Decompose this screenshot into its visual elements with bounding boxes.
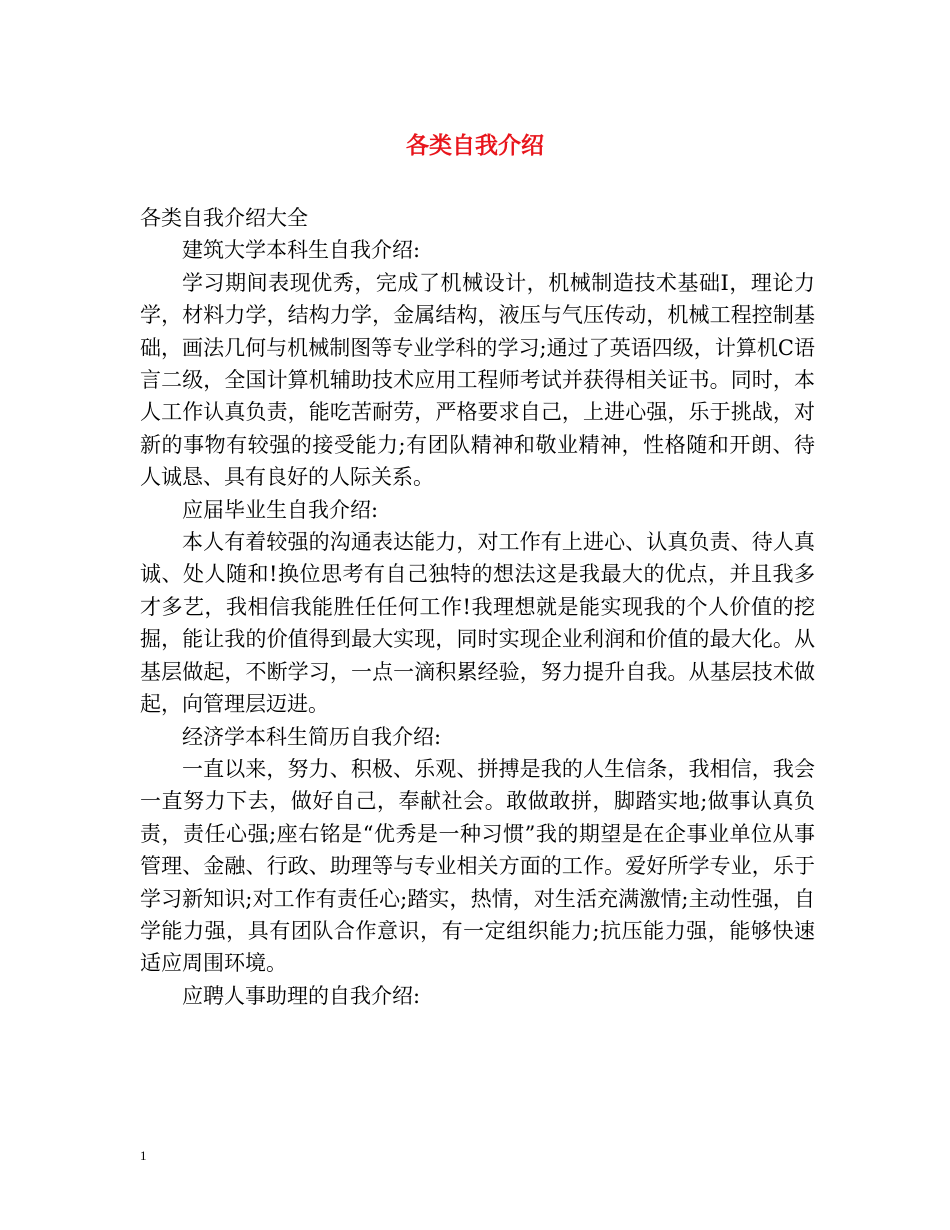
section-heading-hr-assistant: 应聘人事助理的自我介绍: bbox=[182, 983, 421, 1008]
section-heading-graduate: 应届毕业生自我介绍: bbox=[182, 497, 379, 522]
intro-heading: 各类自我介绍大全 bbox=[140, 206, 308, 230]
paragraph-graduate: 本人有着较强的沟通表达能力，对工作有上进心、认真负责、待人真诚、处人随和!换位思考有自己独特的想法这是我最大的优点，并且我多才多艺，我相信我能胜任任何工作!我理想就是能实现我的个人价值的挖掘，能让我的价值得到最大实现，同时实现企业利润和价值的最大化。从基层做起，不断学习，一点一滴积累经验，努力提升自我。从基层技术做起，向管理层迈进。 bbox=[140, 530, 815, 717]
paragraph-architecture-student: 学习期间表现优秀，完成了机械设计，机械制造技术基础Ⅰ，理论力学，材料力学，结构力学，金属结构，液压与气压传动，机械工程控制基础，画法几何与机械制图等专业学科的学习;通过了英语四级，计算机C语言二级，全国计算机辅助技术应用工程师考试并获得相关证书。同时，本人工作认真负责，能吃苦耐劳，严格要求自己，上进心强，乐于挑战，对新的事物有较强的接受能力;有团队精神和敬业精神，性格随和开朗、待人诚恳、具有良好的人际关系。 bbox=[140, 270, 815, 490]
document-title: 各类自我介绍 bbox=[406, 132, 544, 159]
document-body bbox=[140, 202, 815, 1012]
section-heading-economics-student: 经济学本科生简历自我介绍: bbox=[182, 724, 442, 749]
section-heading-architecture-student: 建筑大学本科生自我介绍: bbox=[182, 238, 421, 263]
page-number: 1 bbox=[140, 1148, 147, 1163]
paragraph-economics-student: 一直以来，努力、积极、乐观、拼搏是我的人生信条，我相信，我会一直努力下去，做好自己，奉献社会。敢做敢拼，脚踏实地;做事认真负责，责任心强;座右铭是“优秀是一种习惯”我的期望是在企事业单位从事管理、金融、行政、助理等与专业相关方面的工作。爱好所学专业，乐于学习新知识;对工作有责任心;踏实，热情，对生活充满激情;主动性强，自学能力强，具有团队合作意识，有一定组织能力;抗压能力强，能够快速适应周围环境。 bbox=[140, 756, 815, 976]
